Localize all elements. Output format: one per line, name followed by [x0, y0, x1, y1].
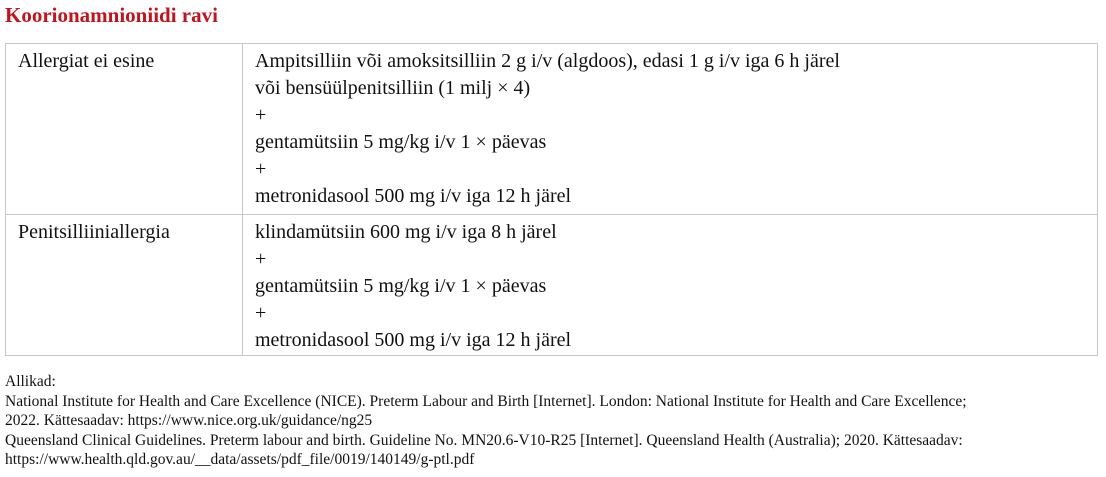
- treatment-line: metronidasool 500 mg i/v iga 12 h järel: [255, 329, 572, 351]
- plus-sign: +: [255, 104, 267, 126]
- treatment-table: [5, 43, 1098, 356]
- treatment-line: metronidasool 500 mg i/v iga 12 h järel: [255, 185, 572, 207]
- source-reference-line: National Institute for Health and Care Excellence (NICE). Preterm Labour and Birth [Internet]. London: National Institute for Health and Care Excellence;: [5, 392, 967, 410]
- condition-cell: [6, 215, 243, 356]
- source-reference-line: 2022. Kättesaadav: https://www.nice.org.uk/guidance/ng25: [5, 412, 373, 429]
- table-row-no-allergy: [6, 44, 1098, 215]
- page-title: Koorionamnioniidi ravi: [5, 3, 218, 27]
- plus-sign: +: [255, 158, 267, 180]
- treatment-cell: [243, 44, 1098, 215]
- source-reference-line: Queensland Clinical Guidelines. Preterm labour and birth. Guideline No. MN20.6-V10-R25 [Internet]. Queensland Health (Australia); 2020. Kättesaadav:: [5, 431, 963, 449]
- treatment-line: Ampitsilliin või amoksitsilliin 2 g i/v (algdoos), edasi 1 g i/v iga 6 h järel: [255, 50, 840, 72]
- sources-section: [5, 372, 1103, 470]
- condition-cell: [6, 44, 243, 215]
- treatment-line: või bensüülpenitsilliin (1 milj × 4): [255, 77, 531, 99]
- treatment-line: gentamütsiin 5 mg/kg i/v 1 × päevas: [255, 131, 547, 153]
- table-row-penicillin-allergy: [6, 215, 1098, 356]
- treatment-line: gentamütsiin 5 mg/kg i/v 1 × päevas: [255, 275, 547, 297]
- sources-heading: Allikad:: [5, 373, 56, 390]
- condition-label: Penitsilliiniallergia: [18, 221, 170, 243]
- source-reference-line: https://www.health.qld.gov.au/__data/assets/pdf_file/0019/140149/g-ptl.pdf: [5, 451, 475, 468]
- plus-sign: +: [255, 302, 267, 324]
- plus-sign: +: [255, 248, 267, 270]
- condition-label: Allergiat ei esine: [18, 50, 155, 72]
- treatment-cell: [243, 215, 1098, 356]
- treatment-line: klindamütsiin 600 mg i/v iga 8 h järel: [255, 221, 557, 243]
